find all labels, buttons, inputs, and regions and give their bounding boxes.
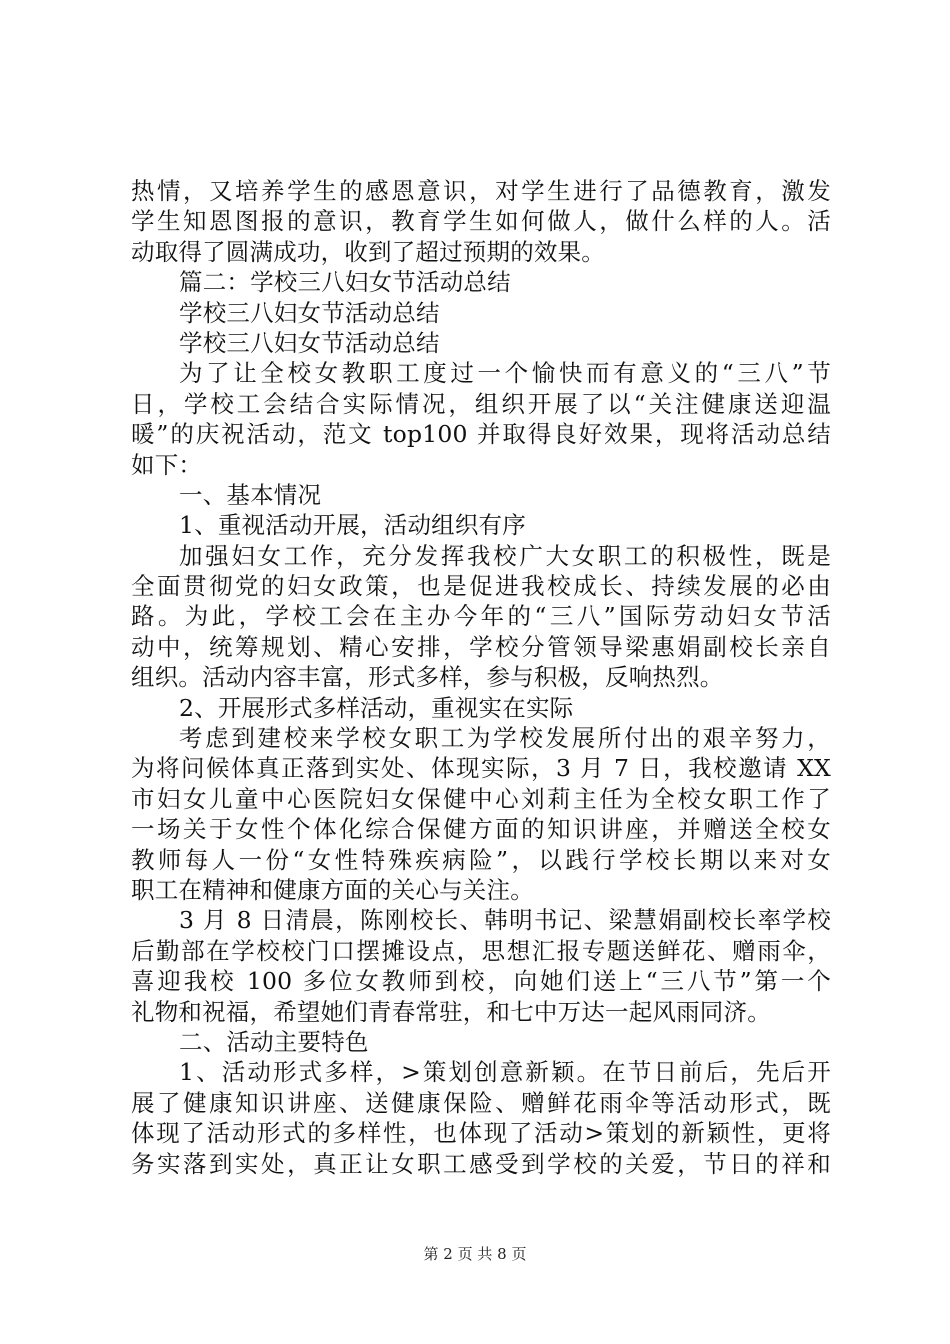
paragraph-start-line: 1、活动形式多样，>策划创意新颖。在节日前后，先后开: [179, 1058, 831, 1087]
section-title: 学校三八妇女节活动总结: [179, 328, 440, 357]
text-line: 暖”的庆祝活动，范文 top100 并取得良好效果，现将活动总结: [131, 420, 831, 449]
text-line: 路。为此，学校工会在主办今年的“三八”国际劳动妇女节活: [131, 602, 831, 631]
section-title: 学校三八妇女节活动总结: [179, 298, 440, 327]
paragraph-start-line: 加强妇女工作，充分发挥我校广大女职工的积极性，既是: [179, 541, 831, 570]
text-line: 市妇女儿童中心医院妇女保健中心刘莉主任为全校女职工作了: [131, 784, 831, 813]
text-line: 后勤部在学校校门口摆摊设点，思想汇报专题送鲜花、赠雨伞，: [131, 936, 831, 965]
text-line: 为将问候体真正落到实处、体现实际，3 月 7 日，我校邀请 XX: [131, 754, 831, 783]
paragraph-start-line: 3 月 8 日清晨，陈刚校长、韩明书记、梁慧娟副校长率学校: [179, 906, 831, 935]
page-number-footer: 第 2 页 共 8 页: [423, 1245, 527, 1263]
text-line: 职工在精神和健康方面的关心与关注。: [131, 875, 534, 904]
paragraph-start-line: 考虑到建校来学校女职工为学校发展所付出的艰辛努力，: [179, 724, 831, 753]
text-line: 动中，统筹规划、精心安排，学校分管领导梁惠娟副校长亲自: [131, 632, 831, 661]
text-line: 学生知恩图报的意识，教育学生如何做人，做什么样的人。活: [131, 207, 831, 236]
text-line: 喜迎我校 100 多位女教师到校，向她们送上“三八节”第一个: [131, 967, 831, 996]
subsection-heading: 1、重视活动开展，活动组织有序: [179, 511, 526, 540]
text-line: 务实落到实处，真正让女职工感受到学校的关爱，节日的祥和: [131, 1149, 831, 1178]
text-line: 组织。活动内容丰富，形式多样，参与积极，反响热烈。: [131, 663, 724, 692]
section-heading: 二、活动主要特色: [179, 1027, 369, 1056]
text-line: 动取得了圆满成功，收到了超过预期的效果。: [131, 237, 605, 266]
text-line: 日，学校工会结合实际情况，组织开展了以“关注健康送迎温: [131, 389, 831, 418]
paragraph-start-line: 为了让全校女教职工度过一个愉快而有意义的“三八”节: [179, 359, 831, 388]
text-line: 礼物和祝福，希望她们青春常驻，和七中万达一起风雨同济。: [131, 997, 771, 1026]
subsection-heading: 2、开展形式多样活动，重视实在实际: [179, 693, 574, 722]
text-line: 教师每人一份“女性特殊疾病险”，以践行学校长期以来对女: [131, 845, 831, 874]
text-line: 展了健康知识讲座、送健康保险、赠鲜花雨伞等活动形式，既: [131, 1088, 831, 1117]
text-line: 一场关于女性个体化综合保健方面的知识讲座，并赠送全校女: [131, 815, 831, 844]
section-heading: 一、基本情况: [179, 480, 322, 509]
text-line: 如下：: [131, 450, 203, 479]
text-line: 体现了活动形式的多样性，也体现了活动>策划的新颖性，更将: [131, 1119, 831, 1148]
text-line: 热情，又培养学生的感恩意识，对学生进行了品德教育，激发: [131, 177, 831, 205]
text-line: 全面贯彻党的妇女政策，也是促进我校成长、持续发展的必由: [131, 572, 831, 601]
section-heading: 篇二：学校三八妇女节活动总结: [179, 268, 511, 297]
document-body: [131, 176, 831, 1179]
